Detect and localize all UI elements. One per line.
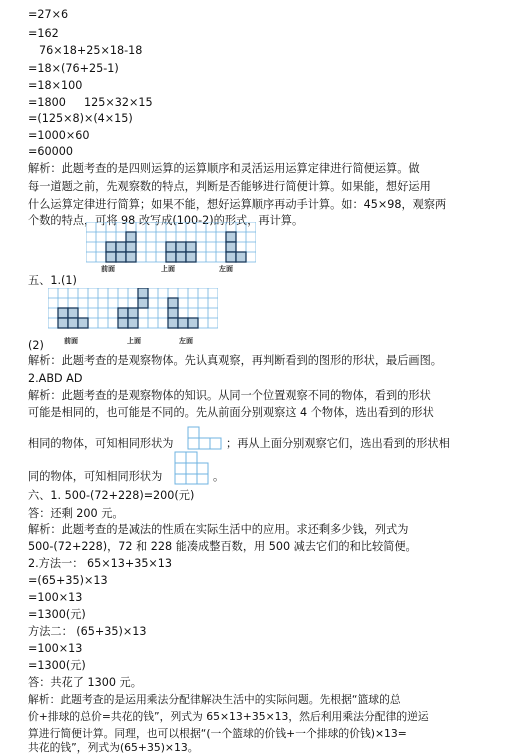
calc-line: =(125×8)×(4×15) <box>28 112 133 125</box>
view-label-front: 前面 <box>64 337 78 345</box>
calc-line: =18×100 <box>28 79 83 92</box>
view-label-left: 左面 <box>179 337 193 345</box>
period-mark: 。 <box>213 470 225 483</box>
calc-line: =100×13 <box>28 591 83 604</box>
analysis-text: 解析：此题考查的是减法的性质在实际生活中的应用。求还剩多少钱，列式为 <box>28 523 409 536</box>
analysis-text: 可能是相同的，也可能是不同的。先从前面分别观察这 4 个物体，选出看到的形状 <box>28 406 434 419</box>
analysis-text: 个数的特点，可将 98 改写成(100-2)的形式，再计算。 <box>28 214 304 227</box>
calc-line: 125×32×15 <box>84 96 153 109</box>
analysis-text: 价+排球的总价=共花的钱”，列式为 65×13+35×13，然后利用乘法分配律的逆运 <box>28 710 429 723</box>
view-label-left: 左面 <box>219 265 233 273</box>
calc-line: =1300(元) <box>28 608 86 621</box>
analysis-text: ；再从上面分别观察它们，选出看到的形状相 <box>226 437 450 450</box>
calc-line: =18×(76+25-1) <box>28 62 119 75</box>
analysis-text: 相同的物体，可知相同形状为 <box>28 437 174 450</box>
calc-line: =1800 <box>28 96 66 109</box>
analysis-text: 共花的钱”，列式为(65+35)×13。 <box>28 741 199 754</box>
calc-line: =(65+35)×13 <box>28 574 108 587</box>
answer-line: 六、1. 500-(72+228)=200(元) <box>28 489 195 502</box>
analysis-text: 算进行简便计算。同理，也可以根据“(一个篮球的价钱+一个排球的价钱)×13= <box>28 727 407 740</box>
analysis-text: 500-(72+228)，72 和 228 能凑成整百数，用 500 减去它们的和比较简便。 <box>28 540 417 553</box>
calc-line: =60000 <box>28 145 73 158</box>
view-figure-2 <box>48 288 218 334</box>
calc-line: =1000×60 <box>28 129 90 142</box>
question-label: (2) <box>28 339 44 352</box>
analysis-text: 解析：此题考查的是四则运算的运算顺序和灵活运用运算定律进行简便运算。做 <box>28 162 420 175</box>
analysis-text: 解析：此题考查的是观察物体的知识。从同一个位置观察不同的物体，看到的形状 <box>28 389 431 402</box>
analysis-text: 什么运算定律进行简算；如果不能，想好运算顺序再动手计算。如：45×98，观察两 <box>28 198 447 211</box>
calc-line: =100×13 <box>28 642 83 655</box>
view-label-front: 前面 <box>101 265 115 273</box>
analysis-text: 解析：此题考查的是运用乘法分配律解决生活中的实际问题。先根据“篮球的总 <box>28 693 401 706</box>
calc-line: =27×6 <box>28 8 69 21</box>
shape-figure-a <box>187 426 223 450</box>
calc-line: 2.方法一： 65×13+35×13 <box>28 557 173 570</box>
calc-line: 方法二： (65+35)×13 <box>28 625 147 638</box>
view-label-top: 上面 <box>127 337 141 345</box>
analysis-text: 每一道题之前，先观察数的特点，判断是否能够进行简便计算。如果能，想好运用 <box>28 180 431 193</box>
shape-figure-b <box>174 451 214 485</box>
calc-line: =1300(元) <box>28 659 86 672</box>
analysis-text: 同的物体，可知相同形状为 <box>28 470 163 483</box>
answer-line: 答：还剩 200 元。 <box>28 507 124 520</box>
view-label-top: 上面 <box>161 265 175 273</box>
answer-line: 答：共花了 1300 元。 <box>28 676 142 689</box>
calc-line: 76×18+25×18-18 <box>39 44 143 57</box>
calc-line: =162 <box>28 27 59 40</box>
answer-line: 2.ABD AD <box>28 372 83 385</box>
analysis-text: 解析：此题考查的是观察物体。先认真观察，再判断看到的图形的形状，最后画图。 <box>28 354 442 367</box>
section-heading: 五、1.(1) <box>28 274 77 287</box>
